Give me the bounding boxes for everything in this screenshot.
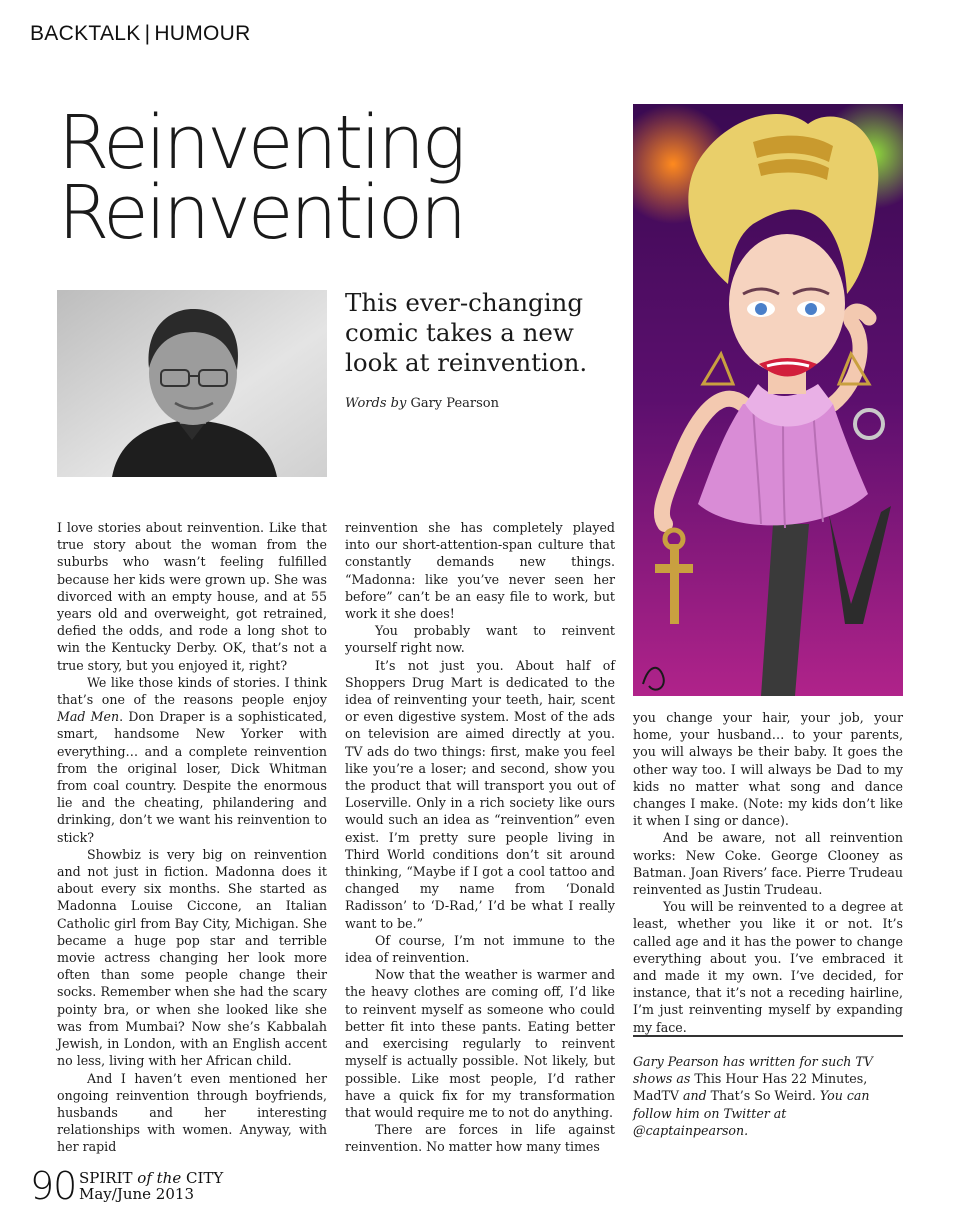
author-bio (633, 1053, 903, 1139)
bio-show-2: MadTV (633, 1088, 679, 1104)
paragraph: Now that the weather is warmer and the heavy clothes are coming off, I’d like to reinvent myself as someone who could better fit into these pants. Eating better and exercising regularly to reinvent myself is actually possible. Not likely, but possible. Like most people, I’d rather have a quick fix for my transformation that would require me to not do anything. (345, 967, 615, 1120)
paragraph: And be aware, not all reinvention works: New Coke. George Clooney as Batman. Joan Rivers’ face. Pierre Trudeau reinvented as Justin Trudeau. (633, 830, 904, 898)
divider-rule (633, 1035, 903, 1037)
paragraph-text: . Don Draper is a sophisticated, smart, handsome New Yorker with everything… and a complete reinvention from the original loser, Dick Whitman from coal country. Despite the enormous lie and the cheating, philandering and drinking, don’t we want his reinvention to stick? (57, 709, 327, 845)
magazine-name-part: CITY (185, 1169, 224, 1187)
byline-prefix: Words by (345, 396, 407, 411)
section-separator: | (144, 22, 151, 45)
paragraph: There are forces in life against reinvention. No matter how many times (345, 1122, 615, 1155)
section-category: HUMOUR (154, 22, 251, 45)
page-number: 90 (30, 1164, 77, 1208)
paragraph: reinvention she has completely played into our short-attention-span culture that constantly demands new things. “Madonna: like you’ve never seen her before” can’t be an easy file to work, but work it she does! (345, 520, 615, 622)
paragraph: You will be reinvented to a degree at least, whether you like it or not. It’s called age and it has the power to change everything about you. I’ve embraced it and made it my own. I’ve decided, for instance, that it’s not a receding hairline, I’m just reinventing myself by expanding my face. (633, 899, 903, 1035)
article-deck (345, 288, 605, 378)
show-title: Mad Men (57, 709, 120, 725)
magazine-name-part: of the (132, 1169, 186, 1187)
article-title-line-1: Reinventing (58, 100, 464, 186)
author-photo (57, 290, 327, 477)
magazine-name-part: SPIRIT (79, 1169, 133, 1187)
magazine-footer (79, 1170, 223, 1202)
bio-text: . You can follow him on Twitter at @captainpearson. (633, 1088, 870, 1138)
caricature-illustration (633, 104, 903, 696)
paragraph: Of course, I’m not immune to the idea of reinvention. (345, 932, 615, 966)
paragraph: And I haven’t even mentioned her ongoing reinvention through boyfriends, husbands and her interesting relationships with women. Anyway, with her rapid (57, 1070, 327, 1155)
deck-line-1: This ever-changing (345, 288, 584, 317)
body-column-1 (57, 519, 327, 1156)
magazine-name (79, 1170, 223, 1186)
bio-text: , (863, 1071, 868, 1087)
paragraph: Showbiz is very big on reinvention and not just in fiction. Madonna does it about every six months. She started as Madonna Louise Ciccone, an Italian Catholic girl from Bay City, Michigan. She became a huge pop star and terrible movie actress changing her look more often than some people change their socks. Remember when she had the scary pointy bra, or when she looked like she was from Mumbai? Now she’s Kabbalah Jewish, in London, with an English accent no less, living with her African child. (57, 846, 327, 1069)
paragraph-text: We like those kinds of stories. I think that’s one of the reasons people enjoy (57, 674, 327, 708)
section-name: BACKTALK (30, 22, 141, 45)
byline-author: Gary Pearson (410, 396, 499, 411)
section-label (30, 22, 251, 46)
body-column-3 (633, 709, 903, 1036)
paragraph: You probably want to reinvent yourself right now. (345, 623, 615, 656)
deck-line-3: look at reinvention. (345, 348, 588, 377)
article-title-line-2: Reinvention (58, 170, 465, 256)
deck-line-2: comic takes a new (345, 318, 574, 347)
bio-show-1: This Hour Has 22 Minutes (694, 1071, 864, 1087)
paragraph: It’s not just you. About half of Shoppers Drug Mart is dedicated to the idea of reinventing your teeth, hair, scent or even digestive system. Most of the ads on television are aimed directly at you. TV ads do two things: first, make you feel like you’re a loser; and second, show you the product that will transport you out of Loserville. Only in a rich society like ours would such an idea as “reinvention” even exist. I’m pretty sure people living in Third World conditions don’t sit around thinking, “Maybe if I got a cool tattoo and changed my name from ‘Donald Radisson’ to ‘D-Rad,’ I’d be what I really want to be.” (345, 657, 615, 931)
paragraph (57, 674, 327, 846)
issue-date: May/June 2013 (79, 1185, 194, 1203)
bio-show-3: That’s So Weird (710, 1088, 812, 1104)
paragraph: you change your hair, your job, your home, your husband… to your parents, you will always be their baby. It goes the other way too. I will always be Dad to my kids no matter what song and dance changes I make. (Note: my kids don’t like it when I sing or dance). (633, 710, 903, 829)
bio-text: and (678, 1088, 711, 1104)
byline (345, 396, 499, 411)
bio-text: Gary Pearson has written for such TV shows as (633, 1054, 873, 1087)
article-title (58, 100, 578, 256)
body-column-2 (345, 519, 615, 1156)
paragraph: I love stories about reinvention. Like that true story about the woman from the suburbs who wasn’t feeling fulfilled because her kids were grown up. She was divorced with an empty house, and at 55 years old and overweight, got retrained, defied the odds, and rode a long shot to win the Kentucky Derby. OK, that’s not a true story, but you enjoyed it, right? (57, 520, 327, 673)
